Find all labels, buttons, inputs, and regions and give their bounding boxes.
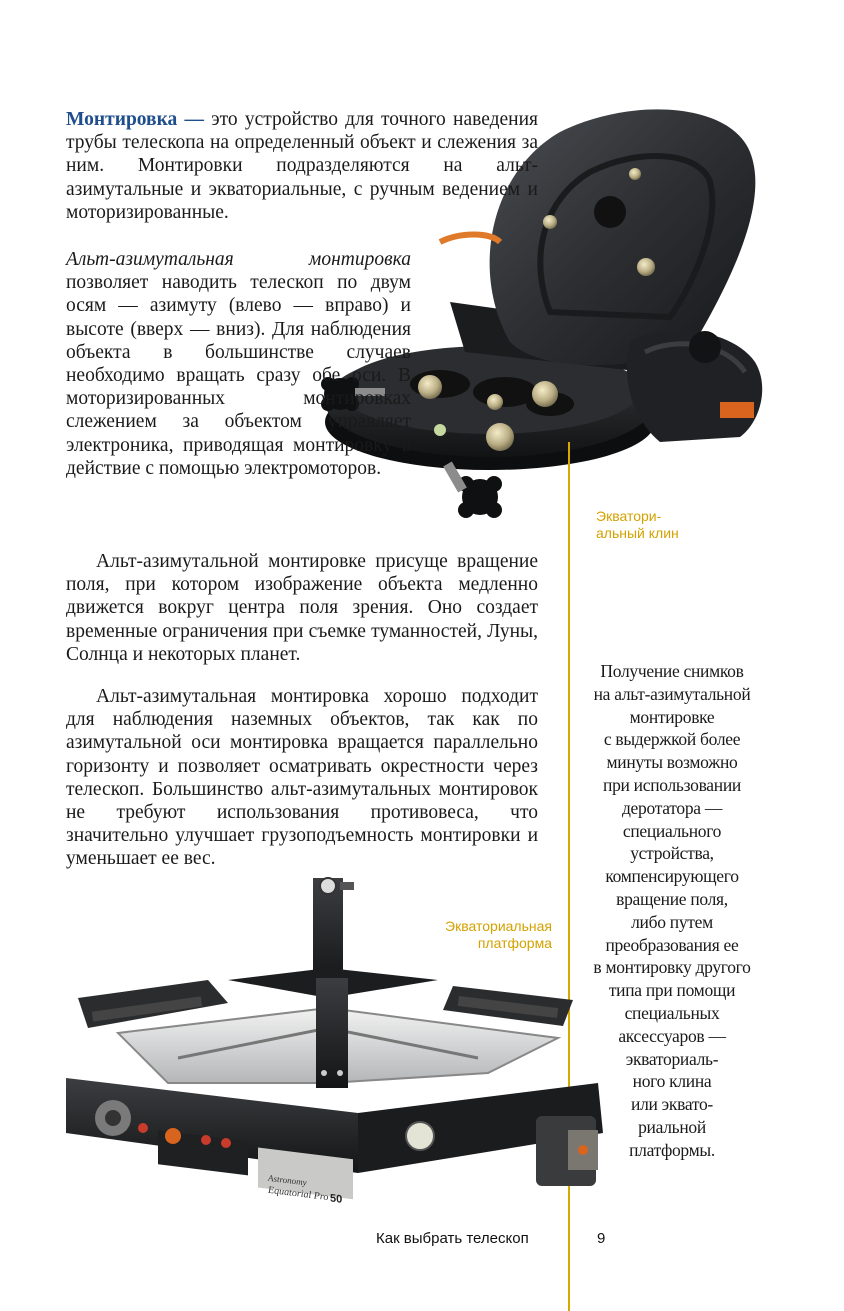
sidebar-line: деротатора — <box>621 797 723 818</box>
wedge-caption-line1: Экватори- <box>596 508 662 524</box>
sidebar-line: монтировке <box>629 706 715 727</box>
sidebar-line: преобразования ее <box>605 934 739 955</box>
sidebar-line: с выдержкой более <box>603 729 741 750</box>
platform-label-line2: Equatorial Pro <box>268 1184 329 1204</box>
intro-text: это устройство для точного наведения трубы телескопа на определенный объект и слежения за ним. Монтировки подразделяются на альт-азимутальные и экваториальные, с ручным ведением и моторизированные. <box>66 109 539 223</box>
equatorial-platform-photo <box>58 868 618 1206</box>
sidebar-line: в монтировку другого <box>593 957 751 978</box>
intro-paragraph <box>66 108 538 224</box>
term-altaz-mount: Альт-азимутальная монтировка <box>66 249 411 270</box>
sidebar-line: или эквато- <box>631 1094 713 1115</box>
altaz-text: позволяет наводить телескоп по двум осям — азимуту (влево — вправо) и высоте (вверх — вниз). Для наблюдения объекта в большинстве случаев необходимо вращать сразу обе оси. В моторизированных монтировках слежением за объектом управляет электроника, приводящая монтировку в действие с помощью электромоторов. <box>66 272 411 479</box>
sidebar-line: платформы. <box>629 1139 715 1160</box>
sidebar-line: риальной <box>638 1116 706 1137</box>
sidebar-line: экваториаль- <box>625 1048 719 1069</box>
wedge-caption <box>596 508 679 542</box>
sidebar-line: ного клина <box>632 1071 712 1092</box>
platform-caption-line2: платформа <box>477 935 552 951</box>
sidebar-line: при использовании <box>603 774 741 795</box>
platform-caption-line1: Экваториальная <box>445 918 552 934</box>
sidebar-line: Получение снимков <box>600 661 744 681</box>
sidebar-line: на альт-азимутальной <box>593 683 751 704</box>
field-rotation-paragraph: Альт-азимутальной монтировке присуще вращение поля, при котором изображение объекта медленно движется вокруг центра поля зрения. Оно создает временные ограничения при съемке туманностей, Луны, Солнца и некоторых планет. <box>66 551 538 665</box>
sidebar-line: либо путем <box>631 911 713 932</box>
sidebar-line: специального <box>622 820 722 841</box>
wedge-caption-line2: альный клин <box>596 525 679 541</box>
terrestrial-paragraph: Альт-азимутальная монтировка хорошо подходит для наблюдения наземных объектов, так как по азимутальной оси монтировка вращается параллельно горизонту и позволяет осматривать окрестности через телескоп. Большинство альт-азимутальных монтировок не требуют использования противовеса, что значительно улучшает грузоподъемность монтировки и уменьшает ее вес. <box>66 686 538 870</box>
platform-label-num: 50 <box>330 1192 343 1206</box>
term-mount: Монтировка — <box>66 109 205 130</box>
sidebar-line: аксессуаров — <box>618 1025 726 1046</box>
sidebar-line: специальных <box>624 1002 720 1023</box>
sidebar-line: минуты возможно <box>606 752 738 773</box>
sidebar-line: компенсирующего <box>605 866 739 887</box>
page-number: 9 <box>597 1230 606 1247</box>
sidebar-line: устройства, <box>630 843 714 864</box>
running-footer-title: Как выбрать телескоп <box>376 1230 529 1247</box>
altaz-paragraph <box>66 248 411 480</box>
sidebar-line: вращение поля, <box>616 888 728 909</box>
platform-label-line1: Astronomy <box>268 1172 307 1188</box>
sidebar-line: типа при помощи <box>608 980 736 1001</box>
